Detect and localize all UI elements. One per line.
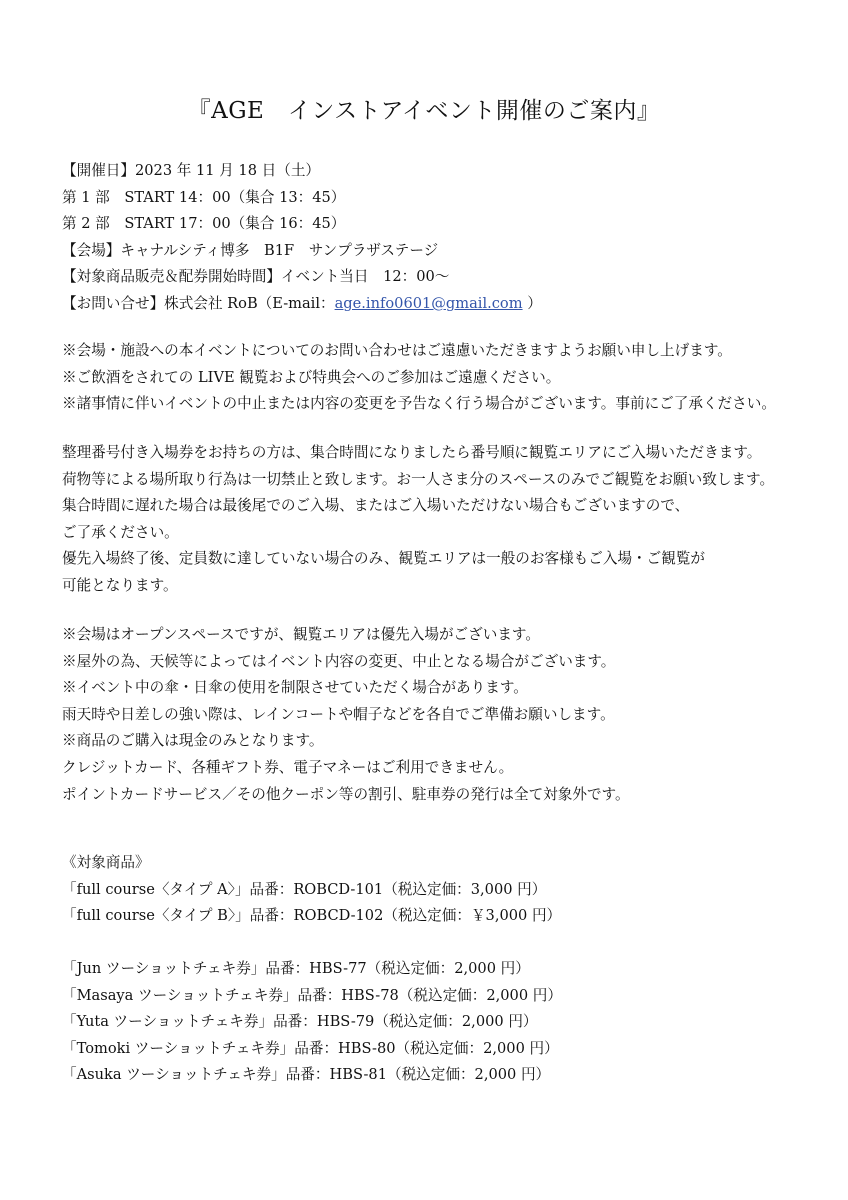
sales-start-time: 【対象商品販売＆配券開始時間】イベント当日 12：00〜 bbox=[62, 268, 450, 286]
general-notes bbox=[62, 622, 822, 808]
contact-suffix: ） bbox=[522, 294, 542, 312]
note-line: ご了承ください。 bbox=[62, 523, 179, 541]
product-item: 「Jun ツーショットチェキ券」品番：HBS-77（税込定価：2,000 円） bbox=[62, 960, 530, 977]
note-line: 集合時間に遅れた場合は最後尾でのご入場、またはご入場いただけない場合もございますので、 bbox=[62, 497, 690, 515]
event-info bbox=[62, 158, 822, 318]
note-line: ※諸事情に伴いイベントの中止または内容の変更を予告なく行う場合がございます。事前にご了承ください。 bbox=[62, 395, 776, 413]
product-item: 「Masaya ツーショットチェキ券」品番：HBS-78（税込定価：2,000 円） bbox=[62, 986, 562, 1004]
part-1-time: 第 1 部 START 14：00（集合 13：45） bbox=[62, 188, 346, 206]
product-item: 「Tomoki ツーショットチェキ券」品番：HBS-80（税込定価：2,000 円） bbox=[62, 1039, 559, 1057]
note-line: ※ご飲酒をされての LIVE 観覧および特典会へのご参加はご遠慮ください。 bbox=[62, 368, 561, 386]
note-line: ポイントカードサービス／その他クーポン等の割引、駐車券の発行は全て対象外です。 bbox=[62, 785, 630, 803]
venue-notes bbox=[62, 338, 822, 418]
note-line: ※商品のご購入は現金のみとなります。 bbox=[62, 732, 324, 750]
product-item: 「full course〈タイプ B〉」品番：ROBCD-102（税込定価：￥3,000 円） bbox=[62, 907, 562, 925]
note-line: クレジットカード、各種ギフト券、電子マネーはご利用できません。 bbox=[62, 758, 514, 776]
note-line: 可能となります。 bbox=[62, 576, 178, 594]
product-item: 「full course〈タイプ A〉」品番：ROBCD-101（税込定価：3,000 円） bbox=[62, 880, 547, 898]
cheki-products bbox=[62, 956, 822, 1089]
contact-prefix: 【お問い合せ】株式会社 RoB（E-mail： bbox=[62, 294, 335, 312]
contact-email-link[interactable]: age.info0601@gmail.com bbox=[334, 294, 523, 312]
product-item: 「Yuta ツーショットチェキ券」品番：HBS-79（税込定価：2,000 円） bbox=[62, 1013, 538, 1031]
event-date: 【開催日】2023 年 11 月 18 日（土） bbox=[62, 162, 321, 179]
note-line: 雨天時や日差しの強い際は、レインコートや帽子などを各自でご準備お願いします。 bbox=[62, 705, 615, 723]
part-2-time: 第 2 部 START 17：00（集合 16：45） bbox=[62, 215, 346, 233]
event-venue: 【会場】キャナルシティ博多 B1F サンプラザステージ bbox=[62, 241, 439, 259]
note-line: 整理番号付き入場券をお持ちの方は、集合時間になりましたら番号順に観覧エリアにご入場いただきます。 bbox=[62, 444, 762, 461]
page-title: 『AGE インストアイベント開催のご案内』 bbox=[187, 98, 661, 124]
note-line: ※イベント中の傘・日傘の使用を制限させていただく場合があります。 bbox=[62, 679, 528, 697]
products-heading: 《対象商品》 bbox=[62, 854, 150, 871]
note-line: ※会場・施設への本イベントについてのお問い合わせはご遠慮いただきますようお願い申し上げます。 bbox=[62, 342, 732, 359]
note-line: 優先入場終了後、定員数に達していない場合のみ、観覧エリアは一般のお客様もご入場・ご観覧が bbox=[62, 550, 706, 568]
product-item: 「Asuka ツーショットチェキ券」品番：HBS-81（税込定価：2,000 円） bbox=[62, 1066, 551, 1084]
note-line: ※会場はオープンスペースですが、観覧エリアは優先入場がございます。 bbox=[62, 626, 540, 643]
products-section bbox=[62, 850, 822, 930]
note-line: 荷物等による場所取り行為は一切禁止と致します。お一人さま分のスペースのみでご観覧をお願い致します。 bbox=[62, 470, 775, 488]
entry-notes bbox=[62, 440, 822, 600]
note-line: ※屋外の為、天候等によってはイベント内容の変更、中止となる場合がございます。 bbox=[62, 652, 616, 670]
contact-line bbox=[62, 291, 822, 318]
